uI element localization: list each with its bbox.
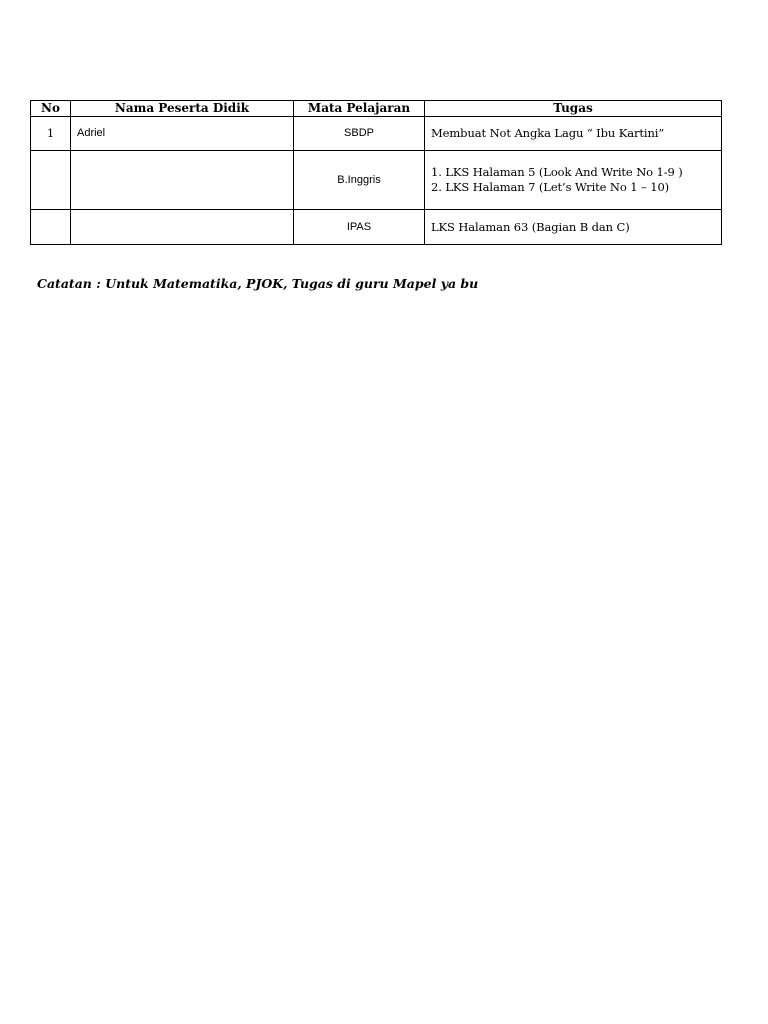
- table-header-row: [31, 101, 722, 117]
- cell-nama: [71, 151, 294, 210]
- cell-mapel: B.Inggris: [294, 151, 425, 210]
- cell-nama: [71, 210, 294, 245]
- table-row: [31, 151, 722, 210]
- table-row: [31, 210, 722, 245]
- cell-mapel: IPAS: [294, 210, 425, 245]
- task-line: LKS Halaman 63 (Bagian B dan C): [431, 219, 630, 234]
- cell-no: [31, 151, 71, 210]
- header-nama: Nama Peserta Didik: [71, 101, 294, 117]
- task-line: 2. LKS Halaman 7 (Let’s Write No 1 – 10): [431, 180, 670, 194]
- note-text: Catatan : Untuk Matematika, PJOK, Tugas di guru Mapel ya bu: [37, 276, 479, 291]
- task-line: 1. LKS Halaman 5 (Look And Write No 1-9 ): [431, 165, 683, 179]
- cell-no: [31, 210, 71, 245]
- cell-no: 1: [31, 117, 71, 151]
- header-mapel: Mata Pelajaran: [294, 101, 425, 117]
- cell-tugas: [425, 117, 722, 151]
- cell-tugas: [425, 151, 722, 210]
- header-no: No: [31, 101, 71, 117]
- task-line: Membuat Not Angka Lagu “ Ibu Kartini”: [431, 126, 665, 140]
- cell-nama: Adriel: [71, 117, 294, 151]
- cell-tugas: [425, 210, 722, 245]
- task-table: [30, 100, 722, 245]
- cell-mapel: SBDP: [294, 117, 425, 151]
- header-tugas: Tugas: [425, 101, 722, 117]
- table-row: [31, 117, 722, 151]
